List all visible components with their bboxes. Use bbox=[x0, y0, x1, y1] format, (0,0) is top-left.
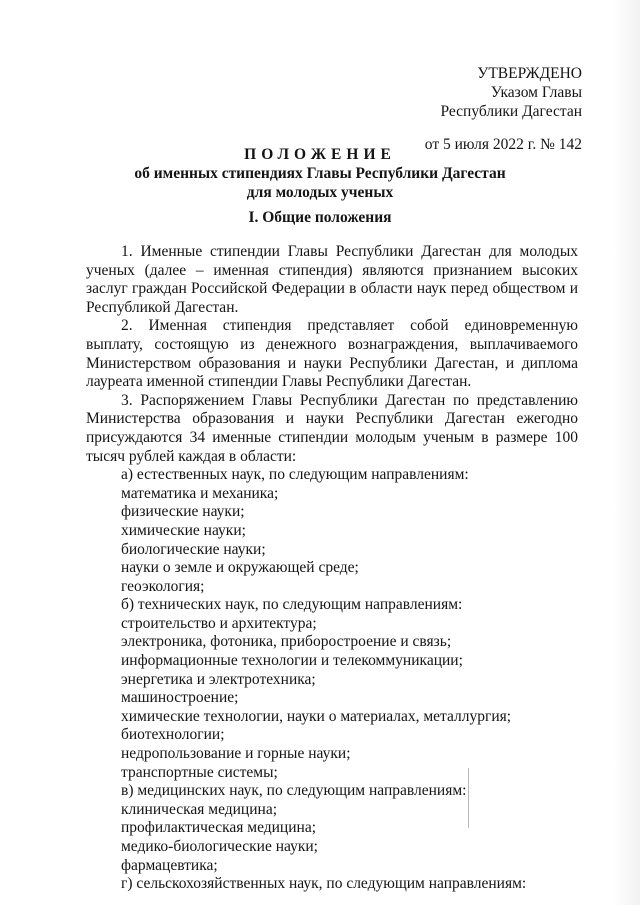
approval-date: от 5 июля 2022 г. № 142 bbox=[424, 136, 582, 153]
approval-line-2: Указом Главы bbox=[490, 84, 582, 101]
approval-line-3: Республики Дагестан bbox=[440, 103, 582, 120]
list-item: б) технических наук, по следующим направлениям: bbox=[121, 596, 463, 614]
list-item: химические технологии, науки о материалах, металлургия; bbox=[121, 707, 512, 725]
document-title bbox=[0, 145, 640, 202]
list-item: биотехнологии; bbox=[121, 726, 225, 744]
list-item: недропользование и горные науки; bbox=[121, 745, 351, 763]
paragraph-2: 2. Именная стипендия представляет собой единовременную выплату, состоящую из денежного вознаграждения, выплачиваемого Министерством образования и науки Республики Дагестан, и диплома лауреата именной стипендии Главы Республики Дагестан. bbox=[86, 317, 578, 391]
section-heading: I. Общие положения bbox=[248, 209, 392, 226]
title-line-3: для молодых ученых bbox=[246, 184, 394, 201]
list-item: клиническая медицина; bbox=[121, 800, 278, 818]
list-item: машиностроение; bbox=[121, 689, 239, 707]
list-item: фармацевтика; bbox=[121, 856, 218, 874]
list-item: г) сельскохозяйственных наук, по следующим направлениям: bbox=[121, 875, 527, 893]
list-item: медико-биологические науки; bbox=[121, 838, 318, 855]
list-item: биологические науки; bbox=[121, 540, 266, 558]
list-item: строительство и архитектура; bbox=[121, 614, 317, 632]
list-item: в) медицинских наук, по следующим направлениям: bbox=[121, 782, 467, 800]
list-item: энергетика и электротехника; bbox=[121, 670, 316, 688]
list-item: геоэкология; bbox=[121, 577, 205, 595]
list-item: профилактическая медицина; bbox=[121, 819, 316, 837]
document-body bbox=[86, 243, 578, 894]
paragraph-1: 1. Именные стипендии Главы Республики Дагестан для молодых ученых (далее – именная стипендия) являются признанием высоких заслуг граждан Российской Федерации в области наук перед обществом и Республикой Дагестан. bbox=[86, 243, 578, 316]
list-item: транспортные системы; bbox=[121, 763, 278, 781]
paragraph-3: 3. Распоряжением Главы Республики Дагестан по представлению Министерства образования и науки Республики Дагестан ежегодно присуждаются 34 именные стипендии молодым ученым в размере 100 тысяч рублей каждая в области: bbox=[86, 391, 578, 465]
list-item: химические науки; bbox=[121, 521, 246, 539]
list-item: а) естественных наук, по следующим направлениям: bbox=[121, 466, 469, 484]
scan-edge-shadow bbox=[614, 0, 640, 905]
list-item: физические науки; bbox=[121, 503, 245, 521]
list-item: информационные технологии и телекоммуникации; bbox=[121, 652, 463, 670]
approval-line-1: УТВЕРЖДЕНО bbox=[477, 65, 582, 82]
list-item: электроника, фотоника, приборостроение и связь; bbox=[121, 633, 452, 651]
title-line-1: ПОЛОЖЕНИЕ bbox=[244, 146, 396, 163]
approval-stamp bbox=[425, 64, 582, 154]
list-item: науки о земле и окружающей среде; bbox=[121, 559, 359, 577]
list-item: математика и механика; bbox=[121, 484, 279, 502]
scan-artifact-line bbox=[468, 768, 469, 828]
title-line-2: об именных стипендиях Главы Республики Дагестан bbox=[134, 165, 506, 182]
